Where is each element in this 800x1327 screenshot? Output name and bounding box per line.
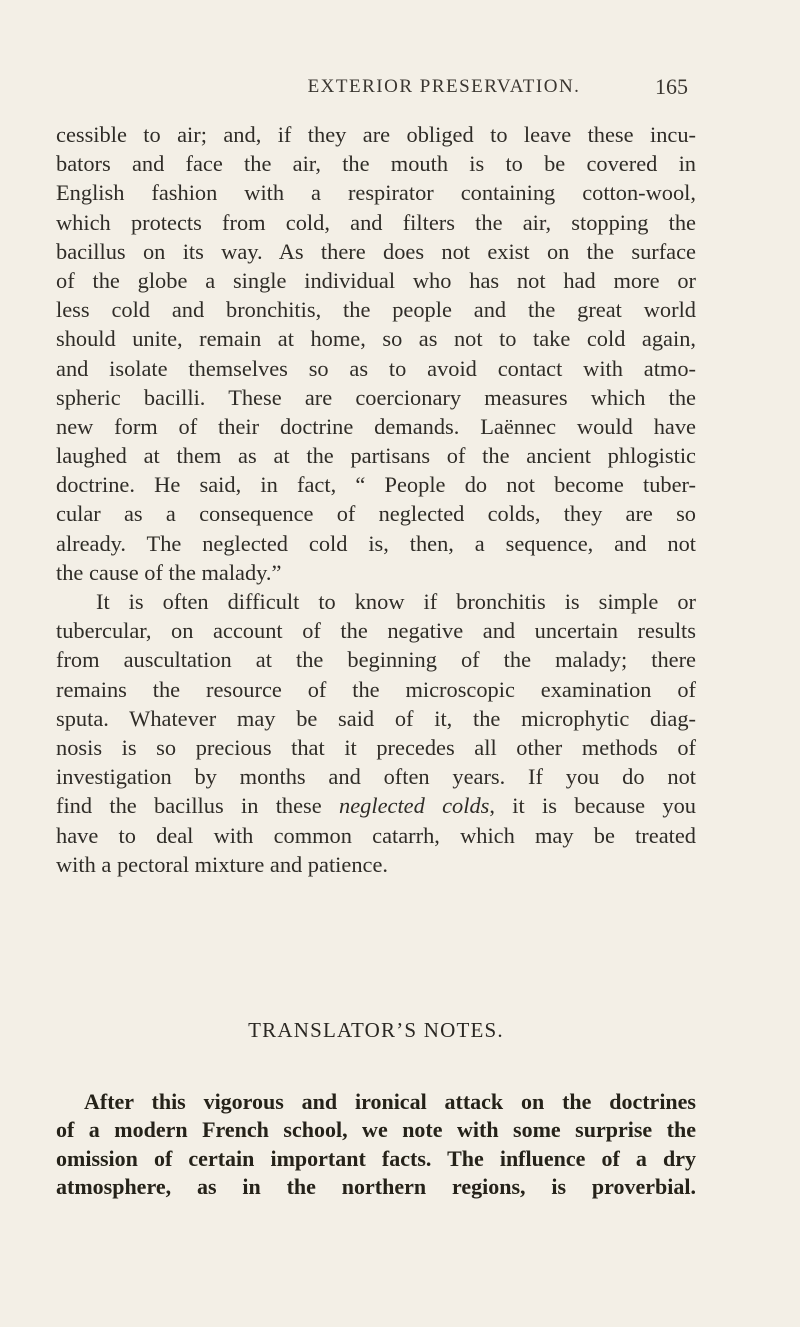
text-line: English fashion with a respirator containing cotton-wool, — [56, 180, 696, 206]
text-line: from auscultation at the beginning of the malady; there — [56, 647, 696, 673]
text-line: doctrine. He said, in fact, “ People do not become tuber- — [56, 472, 696, 498]
text-line: of a modern French school, we note with some surprise the — [56, 1117, 696, 1143]
text-line: cessible to air; and, if they are obliged to leave these incu- — [56, 122, 696, 147]
text-line: cular as a consequence of neglected colds, they are so — [56, 501, 696, 527]
text-line: the cause of the malady.” — [56, 559, 282, 585]
page-number: 165 — [655, 74, 688, 99]
text-line: laughed at them as at the partisans of the ancient phlogistic — [56, 443, 696, 469]
paragraph-1 — [56, 120, 696, 587]
text-line: which protects from cold, and filters the air, stopping the — [56, 209, 696, 235]
text-line: atmosphere, as in the northern regions, is proverbial. — [56, 1174, 696, 1200]
text-line: sputa. Whatever may be said of it, the microphytic diag- — [56, 705, 696, 731]
text-line: should unite, remain at home, so as not to take cold again, — [56, 326, 696, 352]
text-line: remains the resource of the microscopic examination of — [56, 676, 696, 702]
text-line: spheric bacilli. These are coercionary measures which the — [56, 384, 696, 410]
text-line-with-italic — [56, 791, 696, 820]
text-line: have to deal with common catarrh, which may be treated — [56, 822, 696, 848]
italic-phrase: neglected colds — [339, 793, 490, 819]
text-line: omission of certain important facts. The influence of a dry — [56, 1145, 696, 1171]
text-segment: , it is because you — [489, 793, 697, 819]
running-head: EXTERIOR PRESERVATION. — [307, 76, 581, 97]
text-line: bacillus on its way. As there does not exist on the surface — [56, 238, 696, 264]
text-line: investigation by months and often years. If you do not — [56, 764, 696, 790]
text-line: It is often difficult to know if bronchitis is simple or — [96, 589, 696, 614]
text-line: tubercular, on account of the negative and uncertain results — [56, 618, 696, 644]
text-line: and isolate themselves so as to avoid contact with atmo- — [56, 355, 696, 381]
text-line: with a pectoral mixture and patience. — [56, 851, 388, 877]
text-line: already. The neglected cold is, then, a sequence, and not — [56, 530, 696, 556]
text-line: bators and face the air, the mouth is to be covered in — [56, 151, 696, 177]
text-segment: find the bacillus in these — [56, 793, 340, 819]
text-line: After this vigorous and ironical attack on the doctrines — [84, 1089, 696, 1114]
text-line: new form of their doctrine demands. Laënnec would have — [56, 413, 696, 439]
notes-heading: TRANSLATOR’S NOTES. — [248, 1018, 504, 1042]
notes-paragraph — [56, 1088, 696, 1202]
text-line: less cold and bronchitis, the people and the great world — [56, 297, 696, 323]
text-line: nosis is so precious that it precedes all other methods of — [56, 734, 696, 760]
body-text — [56, 120, 696, 879]
text-line: of the globe a single individual who has not had more or — [56, 267, 696, 293]
paragraph-2 — [56, 587, 696, 879]
